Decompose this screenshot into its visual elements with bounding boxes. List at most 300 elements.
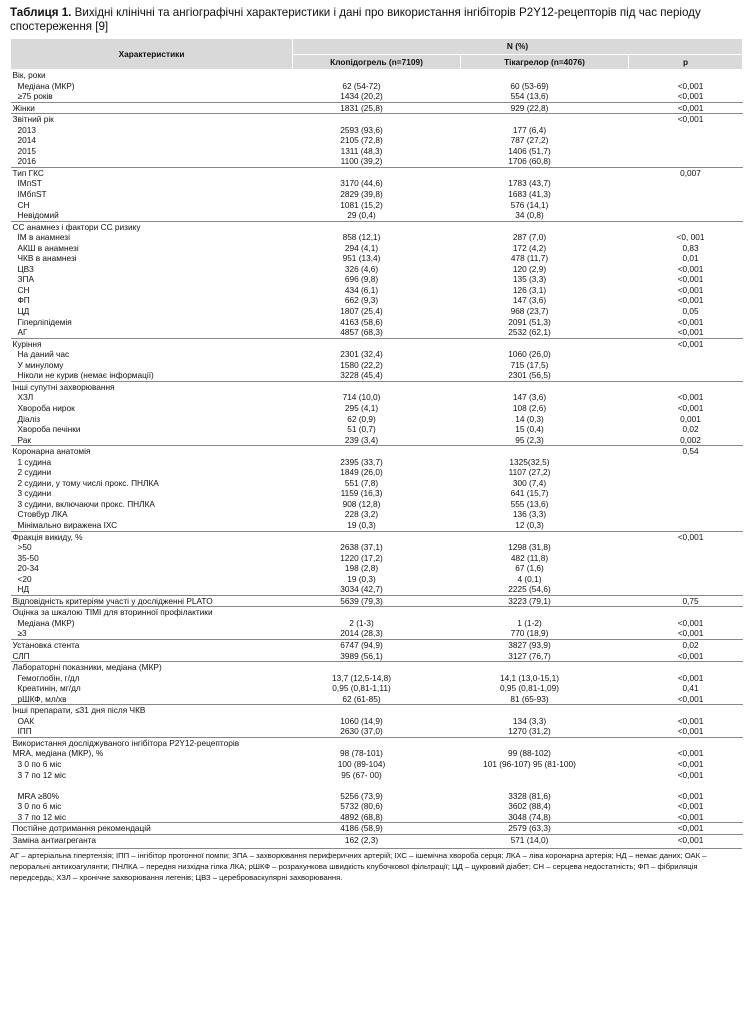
row-label: Мінімально виражена ІХС — [17, 519, 118, 530]
cell-p-value: 0,02 — [629, 639, 743, 650]
table-row — [11, 694, 743, 705]
cell-p-value — [629, 370, 743, 381]
cell-ticagrelor — [461, 221, 629, 232]
cell-ticagrelor: 147 (3,6) — [512, 295, 547, 306]
cell-clopidogrel: 1220 (17,2) — [340, 552, 383, 563]
cell-p-value: 0,75 — [629, 595, 743, 607]
row-label: 3 7 по 12 міс — [17, 769, 66, 780]
cell-p-value: <0,001 — [677, 263, 704, 274]
table-row — [11, 125, 743, 136]
table-row — [11, 91, 743, 102]
cell-p-value: 0,002 — [680, 434, 701, 445]
table-footnotes: АГ – артеріальна гіпертензія; ІПП – інгібітор протонної помпи; ЗПА – захворювання периферичних артерій; ІХС – ішемічна хвороба серця; ЛКА – ліва коронарна артерія; НД – немає даних; ОАК – пероральні антикоагулянти; ПНЛКА – передня низхідна гілка ЛКА; рШКФ – розрахункова швидкість клубочкової фільтрації; ЦД – цукровий діабет; СН – серцева недостатність; ФП – фібриляція передсердь; ХЗЛ – хронічне захворювання легенів; ЦВЗ – цереброваскулярні захворювання. — [10, 848, 742, 883]
cell-p-value: <0,001 — [677, 617, 704, 628]
row-label: 20-34 — [17, 563, 39, 574]
table-row — [11, 264, 743, 275]
row-label: Лабораторні показники, медіана (МКР) — [11, 662, 293, 673]
cell-p-value: 0,54 — [629, 446, 743, 457]
cell-p-value — [629, 178, 743, 189]
cell-p-value — [629, 574, 743, 585]
cell-ticagrelor: 12 (0,3) — [515, 519, 544, 530]
cell-p-value — [629, 705, 743, 716]
table-row — [11, 189, 743, 200]
table-row — [11, 435, 743, 446]
row-label: Постійне дотримання рекомендацій — [11, 823, 293, 835]
cell-p-value: <0,001 — [677, 402, 704, 413]
cell-p-value — [629, 478, 743, 489]
cell-ticagrelor: 576 (14,1) — [510, 199, 549, 210]
cell-clopidogrel: 51 (0,7) — [347, 424, 376, 435]
cell-ticagrelor: 300 (7,4) — [512, 477, 547, 488]
cell-p-value — [629, 542, 743, 553]
row-label: У минулому — [17, 359, 64, 370]
table-row — [11, 673, 743, 684]
cell-p-value — [629, 467, 743, 478]
row-label: 3 судини — [17, 488, 52, 499]
row-label — [11, 780, 293, 791]
cell-clopidogrel: 2301 (32,4) — [340, 349, 383, 360]
row-label: СН — [17, 199, 30, 210]
cell-clopidogrel: 100 (89-104) — [337, 759, 386, 769]
table-row — [11, 574, 743, 585]
cell-clopidogrel: 228 (3,2) — [344, 509, 379, 520]
row-label: 2013 — [17, 124, 36, 135]
cell-clopidogrel: 1060 (14,9) — [340, 715, 383, 726]
cell-p-value: <0,001 — [629, 102, 743, 114]
cell-ticagrelor: 554 (13,6) — [510, 91, 549, 102]
table-row — [11, 457, 743, 468]
cell-clopidogrel — [293, 780, 461, 791]
table-row — [11, 317, 743, 328]
cell-ticagrelor: 14 (0,3) — [515, 413, 544, 424]
cell-p-value: <0, 001 — [676, 232, 705, 243]
cell-ticagrelor: 108 (2,6) — [512, 402, 547, 413]
cell-clopidogrel: 3034 (42,7) — [340, 584, 383, 595]
cell-ticagrelor: 2225 (54,6) — [508, 584, 551, 595]
row-label: MRA ≥80% — [17, 790, 59, 801]
row-label: Рак — [17, 434, 32, 445]
cell-p-value — [629, 457, 743, 468]
cell-ticagrelor: 177 (6,4) — [512, 124, 547, 135]
cell-p-value — [629, 488, 743, 499]
table-row — [11, 424, 743, 435]
table-row — [11, 349, 743, 360]
cell-clopidogrel: 29 (0,4) — [347, 210, 376, 221]
table-row — [11, 780, 743, 791]
row-label: Хвороба печінки — [17, 424, 81, 435]
cell-ticagrelor: 1060 (26,0) — [508, 349, 551, 360]
table-row — [11, 232, 743, 243]
cell-ticagrelor: 2301 (56,5) — [508, 370, 551, 381]
table-row — [11, 726, 743, 737]
cell-clopidogrel: 1580 (22,2) — [340, 359, 383, 370]
table-row — [11, 210, 743, 221]
header-characteristics: Характеристики — [11, 39, 293, 70]
row-label: ЧКВ в анамнезі — [17, 253, 77, 264]
table-row — [11, 488, 743, 499]
cell-p-value — [629, 200, 743, 211]
cell-clopidogrel: 239 (3,4) — [344, 434, 379, 445]
table-row — [11, 520, 743, 531]
table-row — [11, 770, 743, 781]
table-row — [11, 801, 743, 812]
cell-p-value: <0,001 — [629, 338, 743, 349]
row-label: рШКФ, мл/хв — [17, 693, 67, 704]
row-label: 2 судини, у тому числі прокс. ПНЛКА — [17, 477, 159, 488]
cell-ticagrelor — [461, 607, 629, 618]
row-label: Коронарна анатомія — [11, 446, 293, 457]
cell-clopidogrel: 551 (7,8) — [344, 477, 379, 488]
table-row — [11, 834, 743, 845]
cell-clopidogrel: 2105 (72,8) — [340, 135, 383, 146]
row-label: Інші препарати, ≤31 дня після ЧКВ — [11, 705, 293, 716]
cell-p-value — [629, 381, 743, 392]
cell-clopidogrel: 62 (0,9) — [347, 413, 376, 424]
row-label: Тип ГКС — [11, 167, 293, 178]
cell-ticagrelor: 1298 (31,8) — [508, 542, 551, 553]
table-row — [11, 146, 743, 157]
cell-ticagrelor: 3827 (93,9) — [461, 639, 629, 650]
table-row — [11, 327, 743, 338]
cell-p-value — [629, 509, 743, 520]
row-label: 2014 — [17, 135, 36, 146]
cell-p-value: 0,41 — [682, 683, 699, 694]
row-label: АГ — [17, 327, 28, 338]
cell-p-value: <0,001 — [677, 726, 704, 737]
cell-ticagrelor: 1683 (41,3) — [508, 189, 551, 200]
row-label: ІМпST — [17, 178, 42, 189]
table-row — [11, 253, 743, 264]
cell-clopidogrel — [293, 737, 461, 748]
cell-ticagrelor: 1107 (27,2) — [508, 467, 551, 478]
table-row — [11, 392, 743, 403]
cell-p-value: <0,001 — [677, 759, 704, 769]
row-label: ЗПА — [17, 274, 35, 285]
table-row — [11, 200, 743, 211]
table-body — [11, 70, 743, 846]
row-label: >50 — [17, 542, 32, 553]
table-caption — [10, 6, 742, 34]
cell-ticagrelor: 134 (3,3) — [512, 715, 547, 726]
cell-p-value — [629, 662, 743, 673]
cell-p-value — [629, 780, 743, 791]
cell-clopidogrel: 13,7 (12,5-14,8) — [331, 672, 392, 683]
cell-p-value — [629, 210, 743, 221]
cell-ticagrelor: 1706 (60,8) — [508, 156, 551, 167]
cell-p-value — [629, 563, 743, 574]
row-label: 3 7 по 12 міс — [17, 811, 66, 822]
cell-clopidogrel: 2014 (28,3) — [340, 628, 383, 639]
cell-clopidogrel — [293, 531, 461, 542]
row-label: Заміна антиагреганта — [11, 834, 293, 845]
row-label: 35-50 — [17, 552, 39, 563]
row-label: 3 судини, включаючи прокс. ПНЛКА — [17, 498, 155, 509]
row-label: ≥3 — [17, 628, 27, 639]
row-label: Ніколи не курив (немає інформації) — [17, 370, 154, 381]
row-label: <20 — [17, 573, 32, 584]
cell-ticagrelor: 172 (4,2) — [512, 242, 547, 253]
cell-ticagrelor: 641 (15,7) — [510, 488, 549, 499]
cell-ticagrelor: 95 (2,3) — [515, 434, 544, 445]
cell-ticagrelor: 968 (23,7) — [510, 306, 549, 317]
cell-clopidogrel: 1849 (26,0) — [340, 467, 383, 478]
cell-p-value: <0,001 — [677, 650, 704, 661]
row-label: Діаліз — [17, 413, 41, 424]
table-row — [11, 414, 743, 425]
cell-p-value — [629, 607, 743, 618]
cell-p-value: <0,001 — [677, 274, 704, 285]
table-row — [11, 167, 743, 178]
cell-clopidogrel — [293, 167, 461, 178]
row-label: Куріння — [11, 338, 293, 349]
row-label: Фракція викиду, % — [11, 531, 293, 542]
table-row — [11, 370, 743, 381]
cell-p-value: 0,83 — [682, 242, 699, 253]
row-label: Медіана (МКР) — [17, 617, 75, 628]
row-label: АКШ в анамнезі — [17, 242, 79, 253]
cell-p-value — [629, 584, 743, 595]
cell-clopidogrel: 1081 (15,2) — [340, 199, 383, 210]
cell-clopidogrel — [293, 338, 461, 349]
cell-clopidogrel: 0,95 (0,81-1,11) — [332, 683, 391, 694]
cell-p-value: <0,001 — [629, 531, 743, 542]
cell-ticagrelor: 1406 (51,7) — [508, 145, 551, 156]
cell-ticagrelor: 555 (13,6) — [510, 498, 549, 509]
cell-clopidogrel: 1159 (16,3) — [340, 488, 383, 499]
cell-p-value: <0,001 — [677, 790, 704, 801]
cell-clopidogrel: 4857 (68,3) — [340, 327, 383, 338]
table-row — [11, 748, 743, 759]
cell-p-value: <0,001 — [677, 392, 704, 403]
cell-p-value — [629, 349, 743, 360]
table-row — [11, 338, 743, 349]
row-label: 2016 — [17, 156, 36, 167]
cell-clopidogrel: 2638 (37,1) — [340, 542, 383, 553]
table-row — [11, 618, 743, 629]
cell-ticagrelor: 81 (65-93) — [510, 693, 549, 704]
characteristics-table — [10, 38, 743, 845]
cell-ticagrelor: 4 (0,1) — [517, 573, 542, 584]
cell-clopidogrel: 294 (4,1) — [344, 242, 379, 253]
cell-p-value — [629, 70, 743, 81]
row-label: Хвороба нирок — [17, 402, 75, 413]
cell-p-value: <0,001 — [677, 80, 704, 91]
table-row — [11, 467, 743, 478]
row-label: Гіперліпідемія — [17, 316, 72, 327]
row-label: ФП — [17, 295, 30, 306]
table-row — [11, 295, 743, 306]
row-label: Гемоглобін, г/дл — [17, 672, 80, 683]
cell-p-value: <0,001 — [677, 811, 704, 822]
cell-clopidogrel: 4186 (58,9) — [293, 823, 461, 835]
cell-p-value: <0,001 — [677, 801, 704, 812]
cell-clopidogrel: 714 (10,0) — [342, 392, 381, 403]
table-row — [11, 595, 743, 607]
cell-clopidogrel: 62 (61-85) — [342, 693, 381, 704]
cell-ticagrelor — [461, 770, 629, 781]
cell-clopidogrel: 1311 (48,3) — [340, 145, 383, 156]
table-row — [11, 759, 743, 770]
cell-ticagrelor: 34 (0,8) — [515, 210, 544, 221]
row-label: 3 0 по 6 міс — [17, 801, 62, 812]
header-ticagrelor: Тікагрелор (n=4076) — [461, 55, 629, 70]
table-row — [11, 81, 743, 92]
cell-ticagrelor: 101 (96-107) 95 (81-100) — [483, 759, 576, 769]
cell-ticagrelor — [461, 737, 629, 748]
cell-clopidogrel: 696 (9,8) — [344, 274, 379, 285]
cell-p-value — [629, 146, 743, 157]
cell-p-value: <0,001 — [677, 91, 704, 102]
cell-clopidogrel: 2 (1-3) — [349, 617, 374, 628]
cell-clopidogrel: 3989 (56,1) — [340, 650, 383, 661]
table-caption-text: Вихідні клінічні та ангіографічні характеристики і дані про використання інгібіторів P2Y12-рецепторів під час періоду спостереження [9] — [10, 6, 701, 33]
row-label: Вік, роки — [12, 70, 46, 80]
cell-clopidogrel: 295 (4,1) — [344, 402, 379, 413]
cell-clopidogrel: 162 (2,3) — [293, 834, 461, 845]
table-row — [11, 499, 743, 510]
row-label: 1 судина — [17, 456, 52, 467]
cell-p-value: <0,001 — [677, 769, 704, 780]
cell-clopidogrel: 1434 (20,2) — [340, 91, 383, 102]
cell-p-value: 0,007 — [629, 167, 743, 178]
cell-clopidogrel: 3228 (45,4) — [340, 370, 383, 381]
cell-ticagrelor — [461, 446, 629, 457]
table-row — [11, 737, 743, 748]
table-row — [11, 823, 743, 835]
table-row — [11, 812, 743, 823]
table-row — [11, 584, 743, 595]
row-label: Відповідність критеріям участі у дослідженні PLATO — [11, 595, 293, 607]
cell-ticagrelor: 14,1 (13,0-15,1) — [499, 672, 560, 683]
cell-ticagrelor: 3127 (76,7) — [508, 650, 551, 661]
table-row — [11, 683, 743, 694]
cell-ticagrelor: 126 (3,1) — [512, 284, 547, 295]
cell-p-value: <0,001 — [677, 327, 704, 338]
cell-p-value — [629, 499, 743, 510]
table-caption-label: Таблиця 1. — [10, 6, 72, 19]
row-label: СЛП — [12, 650, 30, 661]
table-row — [11, 716, 743, 727]
cell-ticagrelor — [461, 531, 629, 542]
cell-ticagrelor: 715 (17,5) — [510, 359, 549, 370]
cell-ticagrelor: 482 (11,8) — [510, 552, 549, 563]
cell-ticagrelor: 287 (7,0) — [512, 232, 547, 243]
cell-p-value — [629, 135, 743, 146]
cell-clopidogrel: 662 (9,3) — [344, 295, 379, 306]
cell-ticagrelor: 1325(32,5) — [509, 456, 550, 467]
cell-clopidogrel: 95 (67- 00) — [341, 769, 382, 780]
cell-p-value: <0,001 — [677, 748, 704, 759]
cell-clopidogrel: 858 (12,1) — [342, 232, 381, 243]
cell-clopidogrel: 1831 (25,8) — [293, 102, 461, 114]
cell-p-value: <0,001 — [677, 628, 704, 639]
cell-clopidogrel — [293, 114, 461, 125]
cell-clopidogrel: 19 (0,3) — [347, 573, 376, 584]
row-label: Медіана (МКР) — [17, 80, 75, 91]
cell-p-value: <0,001 — [677, 693, 704, 704]
cell-ticagrelor — [461, 167, 629, 178]
cell-clopidogrel: 3170 (44,6) — [340, 178, 383, 189]
cell-ticagrelor: 478 (11,7) — [510, 253, 549, 264]
row-label: Невідомий — [17, 210, 59, 221]
cell-p-value — [629, 520, 743, 531]
cell-p-value — [629, 156, 743, 167]
cell-ticagrelor: 770 (18,9) — [510, 628, 549, 639]
table-row — [11, 563, 743, 574]
cell-clopidogrel: 434 (6,1) — [344, 284, 379, 295]
table-row — [11, 243, 743, 254]
cell-p-value: <0,001 — [677, 715, 704, 726]
cell-p-value: <0,001 — [677, 284, 704, 295]
table-row — [11, 70, 743, 81]
cell-clopidogrel: 1100 (39,2) — [340, 156, 383, 167]
row-label: ЦД — [17, 306, 30, 317]
table-row — [11, 542, 743, 553]
cell-ticagrelor: 3328 (81,6) — [508, 790, 551, 801]
cell-p-value: <0,001 — [629, 823, 743, 835]
cell-ticagrelor: 2579 (63,3) — [461, 823, 629, 835]
cell-p-value: 0,001 — [680, 413, 701, 424]
header-n-percent: N (%) — [293, 39, 743, 55]
table-row — [11, 791, 743, 802]
row-label: 2015 — [17, 145, 36, 156]
cell-p-value: <0,001 — [629, 834, 743, 845]
row-label: ЦВЗ — [17, 263, 34, 274]
cell-ticagrelor: 2091 (51,3) — [508, 316, 551, 327]
row-label: MRA, медіана (МКР), % — [12, 748, 104, 759]
cell-p-value — [629, 553, 743, 564]
cell-p-value: 0,02 — [682, 424, 699, 435]
table-row — [11, 705, 743, 716]
cell-ticagrelor: 135 (3,3) — [512, 274, 547, 285]
table-row — [11, 628, 743, 639]
cell-p-value: 0,05 — [682, 306, 699, 317]
cell-clopidogrel: 326 (4,6) — [344, 263, 379, 274]
table-row — [11, 102, 743, 114]
table-row — [11, 114, 743, 125]
row-label: ІПП — [17, 726, 32, 737]
cell-ticagrelor: 571 (14,0) — [461, 834, 629, 845]
cell-p-value — [629, 189, 743, 200]
cell-p-value: <0,001 — [677, 316, 704, 327]
cell-p-value — [629, 737, 743, 748]
row-label: НД — [17, 584, 30, 595]
cell-ticagrelor: 2532 (62,1) — [508, 327, 551, 338]
table-row — [11, 531, 743, 542]
table-row — [11, 156, 743, 167]
table-row — [11, 446, 743, 457]
row-label: Звітний рік — [11, 114, 293, 125]
table-header — [11, 39, 743, 70]
table-row — [11, 221, 743, 232]
cell-clopidogrel: 2593 (93,6) — [340, 124, 383, 135]
row-label: Креатинін, мг/дл — [17, 683, 81, 694]
cell-p-value: 0,01 — [682, 253, 699, 264]
cell-clopidogrel: 198 (2,8) — [344, 563, 379, 574]
cell-ticagrelor: 929 (22,8) — [461, 102, 629, 114]
cell-clopidogrel: 2829 (39,8) — [340, 189, 383, 200]
table-row — [11, 607, 743, 618]
row-label: ІМ в анамнезі — [17, 232, 70, 243]
cell-ticagrelor: 67 (1,6) — [515, 563, 544, 574]
cell-ticagrelor: 1783 (43,7) — [508, 178, 551, 189]
cell-clopidogrel: 98 (78-101) — [340, 748, 383, 759]
row-label: Оцінка за шкалою ТІМІ для вторинної профілактики — [11, 607, 293, 618]
cell-ticagrelor: 120 (2,9) — [512, 263, 547, 274]
row-label: ХЗЛ — [17, 392, 34, 403]
cell-clopidogrel — [293, 70, 461, 81]
cell-p-value — [629, 360, 743, 371]
